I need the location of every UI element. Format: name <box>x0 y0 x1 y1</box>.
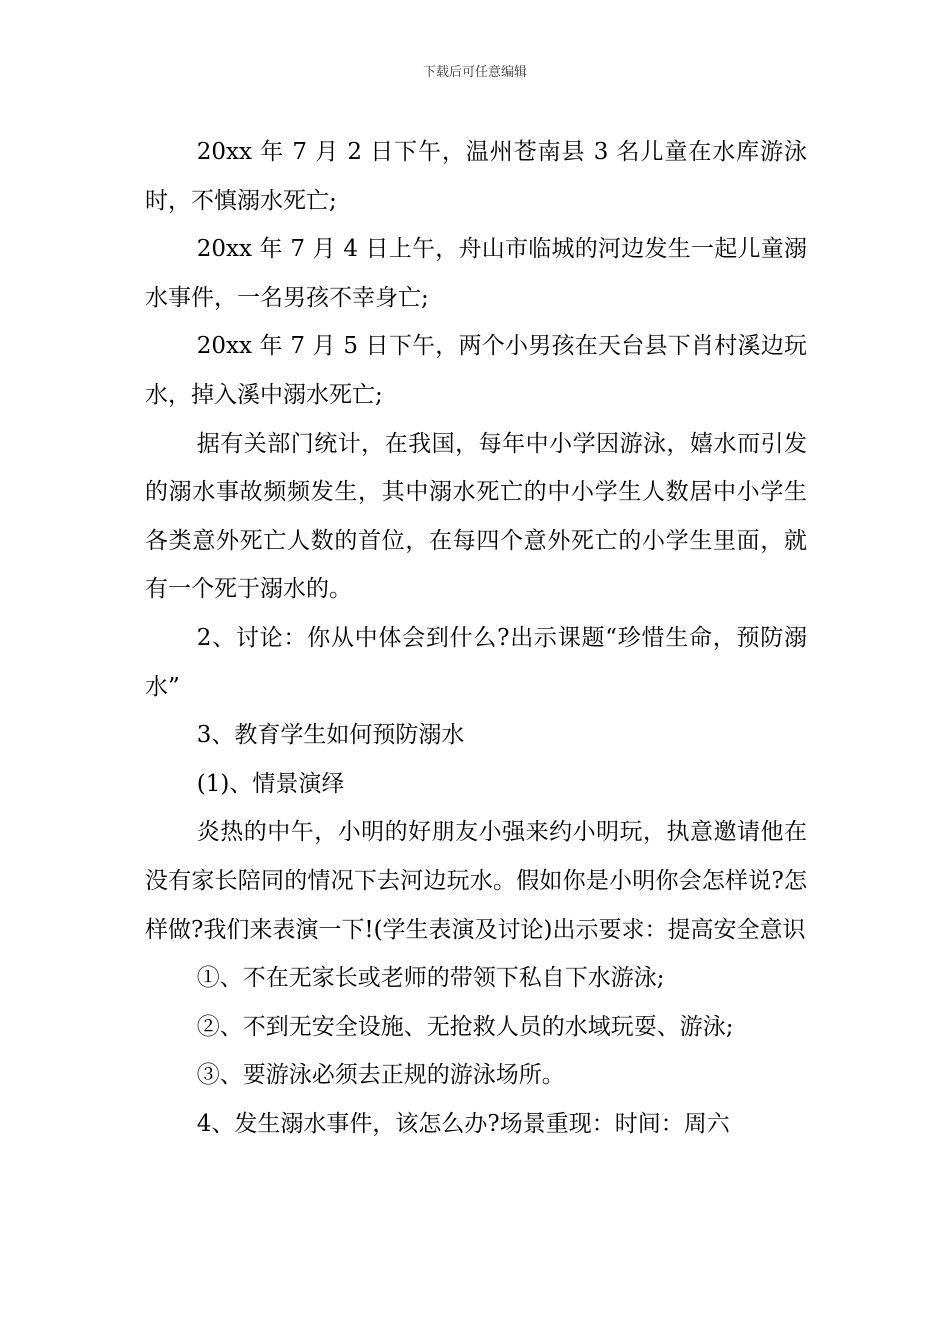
document-body <box>145 128 807 1148</box>
paragraph-incident-2: 20xx 年 7 月 4 日上午，舟山市临城的河边发生一起儿童溺水事件，一名男孩不幸身亡; <box>145 236 807 311</box>
paragraph-rule-1: ①、不在无家长或老师的带领下私自下水游泳; <box>196 965 665 992</box>
page-header-note: 下载后可任意编辑 <box>422 65 527 80</box>
paragraph-section-4: 4、发生溺水事件，该怎么办?场景重现：时间：周六 <box>196 1110 730 1137</box>
paragraph-section-3: 3、教育学生如何预防溺水 <box>196 722 465 749</box>
paragraph-rule-2: ②、不到无安全设施、无抢救人员的水域玩耍、游泳; <box>196 1013 734 1040</box>
paragraph-scenario: 炎热的中午，小明的好朋友小强来约小明玩，执意邀请他在没有家长陪同的情况下去河边玩水。假如你是小明你会怎样说?怎样做?我们来表演一下!(学生表演及讨论)出示要求：提高安全意识 <box>145 819 807 943</box>
paragraph-statistics: 据有关部门统计，在我国，每年中小学因游泳，嬉水而引发的溺水事故频频发生，其中溺水死亡的中小学生人数居中小学生各类意外死亡人数的首位，在每四个意外死亡的小学生里面，就有一个死于溺水的。 <box>145 430 807 603</box>
paragraph-discussion: 2、讨论：你从中体会到什么?出示课题“珍惜生命，预防溺水” <box>145 624 807 700</box>
paragraph-subsection-1: (1)、情景演绎 <box>196 770 345 797</box>
paragraph-incident-3: 20xx 年 7 月 5 日下午，两个小男孩在天台县下肖村溪边玩水，掉入溪中溺水死亡; <box>145 333 807 408</box>
paragraph-incident-1: 20xx 年 7 月 2 日下午，温州苍南县 3 名儿童在水库游泳时，不慎溺水死亡; <box>145 139 807 214</box>
paragraph-rule-3: ③、要游泳必须去正规的游泳场所。 <box>196 1062 565 1089</box>
